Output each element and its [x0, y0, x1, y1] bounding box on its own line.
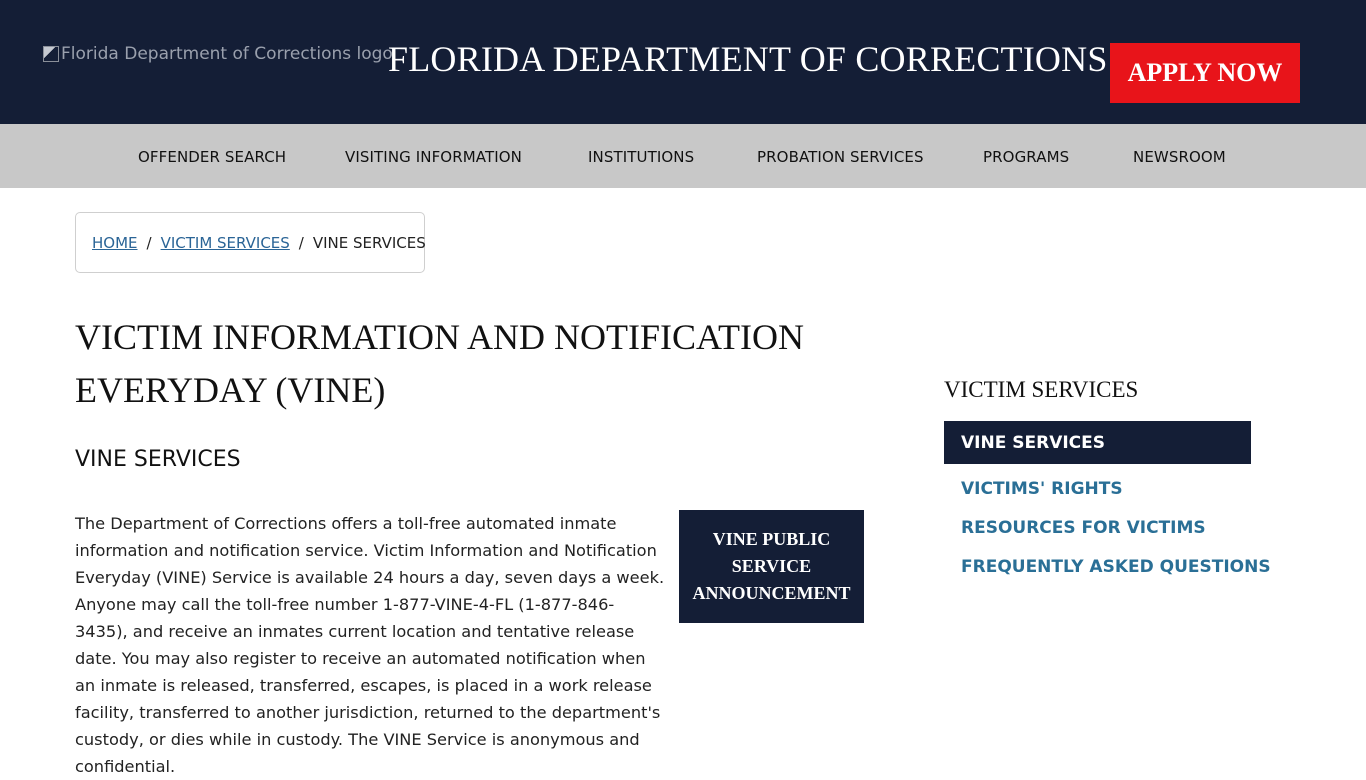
nav-item-programs[interactable]: PROGRAMS: [983, 148, 1070, 166]
section-heading: VINE SERVICES: [75, 447, 241, 472]
sidebar-item-faq[interactable]: FREQUENTLY ASKED QUESTIONS: [961, 557, 1271, 577]
broken-image-icon: [43, 46, 59, 62]
breadcrumb-current: VINE SERVICES: [312, 233, 426, 252]
page-title: VICTIM INFORMATION AND NOTIFICATION EVERYDAY (VINE): [75, 317, 804, 410]
breadcrumb-home-link[interactable]: HOME: [92, 233, 138, 252]
site-logo[interactable]: [43, 44, 393, 64]
sidebar-title: VICTIM SERVICES: [944, 377, 1139, 402]
nav-item-probation-services[interactable]: PROBATION SERVICES: [757, 148, 924, 166]
main-nav: [0, 124, 1366, 188]
sidebar-item-vine-services[interactable]: VINE SERVICES: [944, 421, 1251, 464]
breadcrumb-separator: /: [146, 233, 152, 252]
nav-item-offender-search[interactable]: OFFENDER SEARCH: [138, 148, 287, 166]
vine-description: The Department of Corrections offers a toll-free automated inmate information and notification service. Victim Information and Notification Everyday (VINE) Service is available 24 hours a day, seven days a week. Anyone may call the toll-free number 1-877-VINE-4-FL (1-877-846-3435), and receive an inmates current location and tentative release date. You may also register to receive an automated notification when an inmate is released, transferred, escapes, is placed in a work release facility, transferred to another jurisdiction, returned to the department's custody, or dies while in custody. The VINE Service is anonymous and confidential.: [75, 514, 665, 776]
logo-alt-text: Florida Department of Corrections logo: [61, 44, 393, 64]
apply-now-button[interactable]: APPLY NOW: [1110, 43, 1300, 103]
nav-item-institutions[interactable]: INSTITUTIONS: [588, 148, 695, 166]
nav-item-newsroom[interactable]: NEWSROOM: [1133, 148, 1226, 166]
breadcrumb-separator: /: [298, 233, 304, 252]
site-header: [0, 0, 1366, 124]
sidebar-item-resources-for-victims[interactable]: RESOURCES FOR VICTIMS: [961, 518, 1206, 538]
breadcrumb: [75, 212, 425, 273]
site-title[interactable]: FLORIDA DEPARTMENT OF CORRECTIONS: [388, 39, 1108, 79]
vine-psa-button[interactable]: VINE PUBLIC SERVICE ANNOUNCEMENT: [679, 510, 864, 623]
sidebar-item-victims-rights[interactable]: VICTIMS' RIGHTS: [961, 479, 1123, 499]
nav-item-visiting-information[interactable]: VISITING INFORMATION: [345, 148, 522, 166]
breadcrumb-victim-services-link[interactable]: VICTIM SERVICES: [160, 233, 290, 252]
